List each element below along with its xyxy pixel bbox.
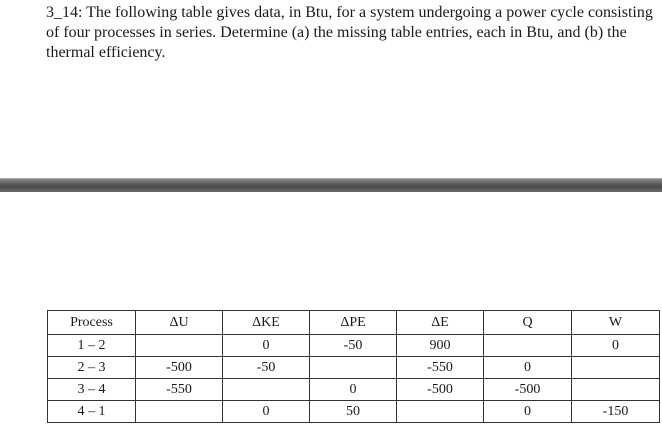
cell-w: [572, 379, 660, 401]
process-data-table: [47, 310, 660, 423]
cell-delta-ke: 0: [223, 335, 310, 357]
cell-process: 4 – 1: [48, 401, 136, 423]
header-delta-e: ΔE: [397, 311, 484, 335]
cell-w: [572, 357, 660, 379]
divider-bar: [0, 178, 662, 192]
cell-process: 3 – 4: [48, 379, 136, 401]
cell-q: 0: [484, 357, 572, 379]
table-row: [48, 357, 660, 379]
cell-process: 1 – 2: [48, 335, 136, 357]
cell-delta-e: -550: [397, 357, 484, 379]
cell-delta-pe: 50: [310, 401, 397, 423]
cell-q: -500: [484, 379, 572, 401]
cell-delta-ke: [223, 379, 310, 401]
cell-delta-u: -550: [136, 379, 223, 401]
cell-delta-ke: 0: [223, 401, 310, 423]
problem-statement: 3_14: The following table gives data, in Btu, for a system undergoing a power cycle consisting of four processes in series. Determine (a) the missing table entries, each in Btu, and (b) the thermal efficiency.: [46, 4, 653, 61]
cell-delta-ke: -50: [223, 357, 310, 379]
table-header-row: [48, 311, 660, 335]
cell-delta-pe: [310, 357, 397, 379]
table-row: [48, 379, 660, 401]
cell-delta-pe: -50: [310, 335, 397, 357]
cell-delta-pe: 0: [310, 379, 397, 401]
header-process: Process: [48, 311, 136, 335]
header-w: W: [572, 311, 660, 335]
cell-delta-e: 900: [397, 335, 484, 357]
cell-delta-u: [136, 401, 223, 423]
header-q: Q: [484, 311, 572, 335]
cell-delta-e: -500: [397, 379, 484, 401]
cell-process: 2 – 3: [48, 357, 136, 379]
cell-delta-e: [397, 401, 484, 423]
cell-w: 0: [572, 335, 660, 357]
header-delta-pe: ΔPE: [310, 311, 397, 335]
cell-delta-u: [136, 335, 223, 357]
cell-delta-u: -500: [136, 357, 223, 379]
table-row: [48, 335, 660, 357]
header-delta-ke: ΔKE: [223, 311, 310, 335]
cell-q: 0: [484, 401, 572, 423]
table-row: [48, 401, 660, 423]
header-delta-u: ΔU: [136, 311, 223, 335]
cell-q: [484, 335, 572, 357]
cell-w: -150: [572, 401, 660, 423]
